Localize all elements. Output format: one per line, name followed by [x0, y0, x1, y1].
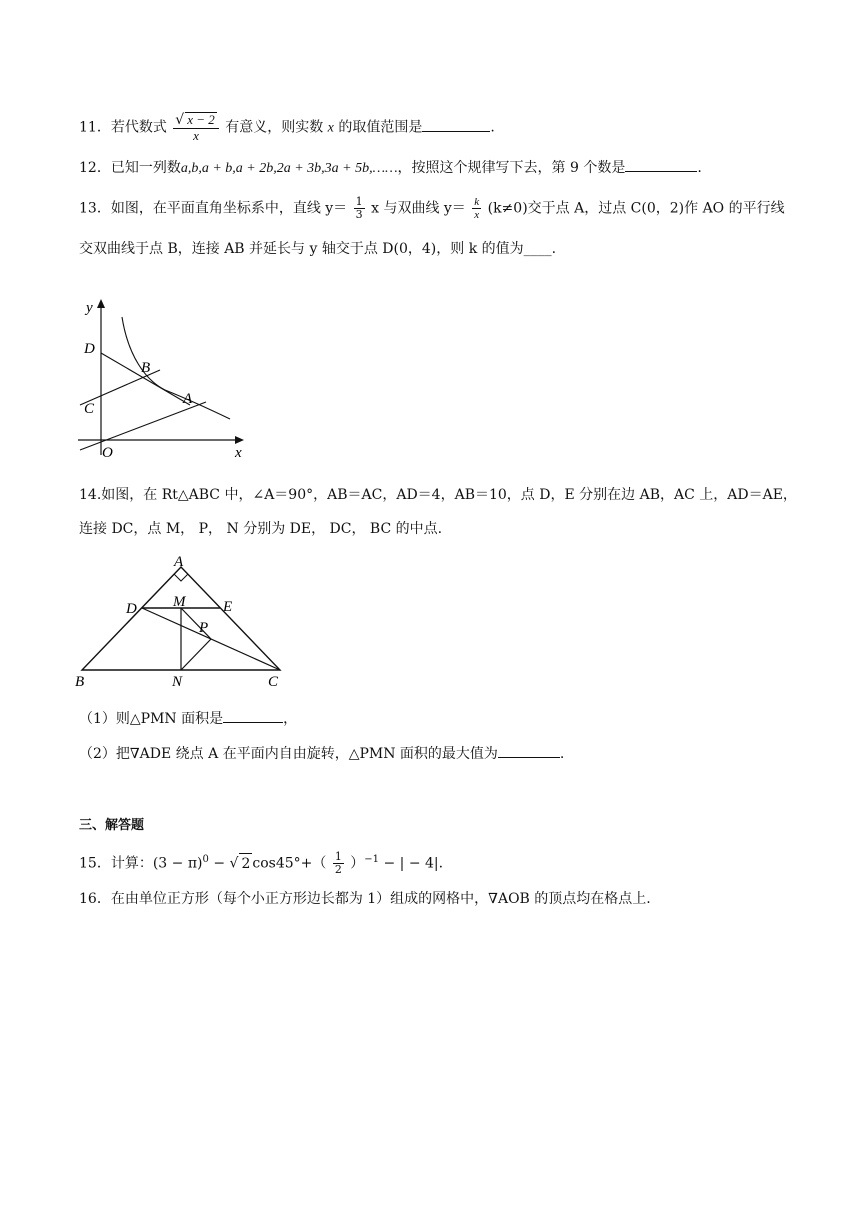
label-c: C: [84, 401, 95, 417]
q13-frac-k-over-x: $\frac{k}{x}$: [474, 196, 480, 221]
q11-fraction: $\frac{√ x - 2}{x}$: [173, 112, 218, 143]
label-e: E: [223, 599, 233, 615]
label-p: P: [199, 620, 209, 636]
question-14: 14.如图，在 Rt△ABC 中，∠A＝90°，AB＝AC，AD＝4，AB＝10，点 D，E 分别在边 AB，AC 上，AD＝AE，: [79, 487, 797, 503]
figure-13-coordinate-graph: [70, 295, 260, 470]
label-m: M: [173, 594, 186, 610]
q15-number: 15．: [79, 855, 111, 872]
label-y: y: [86, 300, 93, 316]
label-d: D: [126, 601, 137, 617]
q13-number: 13．: [79, 200, 111, 217]
hyperbola-curve: [122, 317, 230, 419]
label-b: B: [75, 674, 85, 690]
label-b: B: [141, 360, 151, 376]
question-13: 13．如图，在平面直角坐标系中，直线 y＝ $\frac{1}{3}$ x 与双曲线 y＝ $\frac{k}{x}$ (k≠0)交于点 A，过点 C(0，2)作 AO 的平行线: [79, 195, 785, 221]
line-oa: [80, 402, 206, 450]
question-14-line2: 连接 DC，点 M， P， N 分别为 DE， DC， BC 的中点.: [79, 521, 443, 537]
question-12: 12．已知一列数a,b,a + b,a + 2b,2a + 3b,3a + 5b,……，按照这个规律写下去，第 9 个数是 .: [79, 157, 702, 179]
label-x: x: [235, 445, 242, 461]
q15-sqrt: 2: [239, 853, 252, 874]
answer-blank-12[interactable]: [625, 157, 697, 172]
segment-pn: [181, 639, 211, 670]
label-a: A: [183, 391, 193, 407]
label-d: D: [84, 341, 95, 357]
q12-sequence: a,b,a + b,a + 2b,2a + 3b,3a + 5b,……: [180, 161, 398, 176]
q11-frac-denominator: x: [193, 128, 199, 143]
q11-suffix: 有意义，则实数: [225, 119, 324, 136]
question-11: 11．若代数式 $\frac{√ x - 2}{x}$ 有意义，则实数 x 的取值范围是 .: [79, 112, 495, 143]
x-axis-arrow: [235, 436, 244, 444]
q14-number: 14.: [79, 487, 102, 503]
y-axis-arrow: [97, 299, 105, 308]
figure-14-triangle: [70, 552, 290, 692]
question-14-part2: （2）把∇ADE 绕点 A 在平面内自由旋转，△PMN 面积的最大值为 .: [79, 743, 564, 764]
answer-blank-11[interactable]: [422, 117, 490, 132]
answer-blank-14-1[interactable]: [223, 708, 283, 723]
right-angle-marker: [174, 574, 188, 581]
q11-var: x: [327, 120, 334, 136]
q11-prefix: 若代数式: [110, 119, 167, 136]
section-title-3: 三、解答题: [79, 818, 145, 833]
q11-frac-numerator: x − 2: [187, 112, 215, 127]
q15-frac-half: $\frac{1}{2}$: [334, 850, 342, 877]
label-n: N: [172, 674, 183, 690]
q12-number: 12．: [79, 160, 111, 176]
q13-frac-one-third: $\frac{1}{3}$: [355, 195, 363, 221]
q16-number: 16．: [79, 891, 111, 907]
label-o: O: [102, 445, 113, 461]
label-c: C: [268, 674, 279, 690]
q11-number: 11．: [79, 119, 111, 136]
question-15: 15．计算：$(3 - \pi)^0$ − √ 2 cos45°+（ $\frac{1}{2}$ ）$^{-1}$ − | − 4|.: [79, 850, 444, 877]
question-16: 16．在由单位正方形（每个小正方形边长都为 1）组成的网格中，∇AOB 的顶点均在格点上.: [79, 891, 651, 907]
question-14-part1: （1）则△PMN 面积是 ，: [79, 708, 297, 729]
q11-suffix2: 的取值范围是: [338, 119, 423, 136]
label-a: A: [174, 554, 184, 570]
answer-blank-14-2[interactable]: [498, 743, 560, 758]
question-13-line2: 交双曲线于点 B，连接 AB 并延长与 y 轴交于点 D(0，4)，则 k 的值为____.: [79, 241, 557, 257]
